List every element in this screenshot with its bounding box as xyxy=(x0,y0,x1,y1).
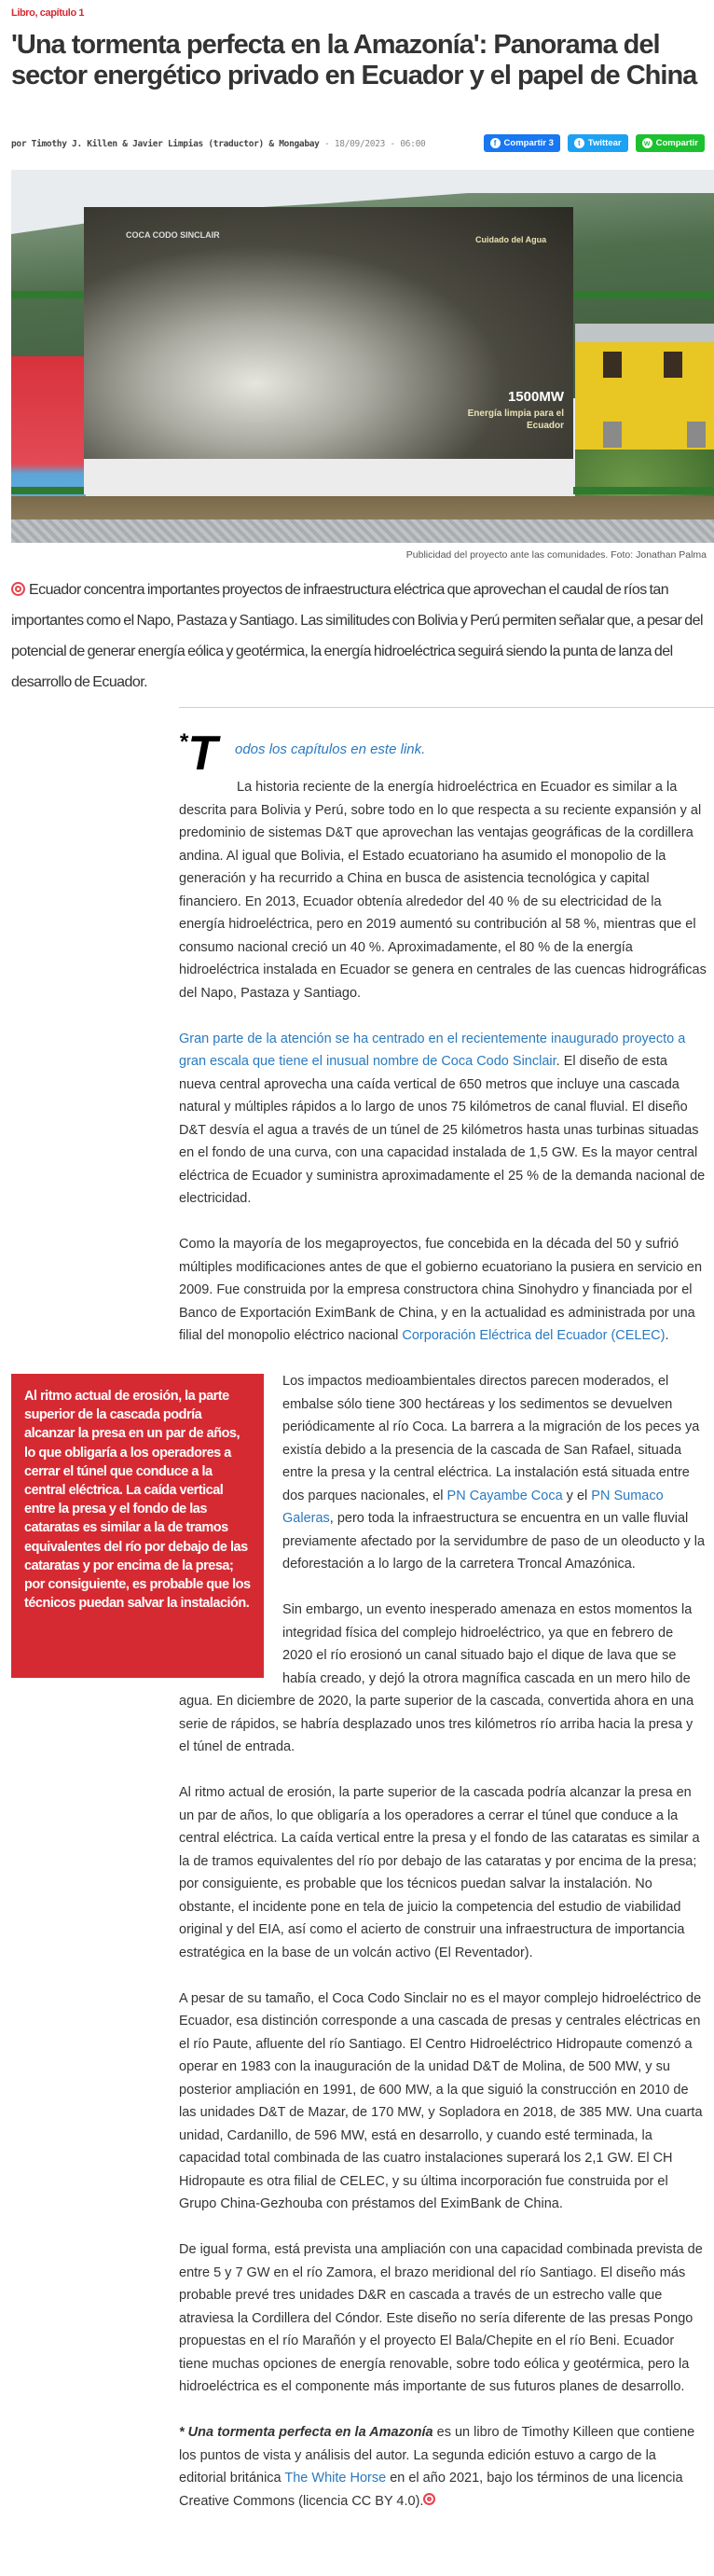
twitter-bird-icon: t xyxy=(574,138,584,148)
paragraph-text: Como la mayoría de los megaproyectos, fue concebida en la década del 50 y sufrió múltiples modificaciones antes de que el gobierno ecuatoriano la pusiera en servicio en 2009. Fue construida por la empresa constructora china Sinohydro y financiada por el Banco de Exportación EximBank de China, y en la actualidad es administrada por una filial del monopolio eléctrico nacional xyxy=(179,1237,703,1343)
paragraph: Sin embargo, un evento inesperado amenaza en estos momentos la integridad física del complejo hidroeléctrico, ya que en febrero de 2020 el río erosionó un canal situado bajo el dique de lava que se había creado, y dejó la otrora magnífica cascada en un mero hilo de agua. En diciembre de 2020, la parte superior de la cascada, convertida ahora en una serie de rápidos, se habría desplazado unos tres kilómetros río arriba hacia la presa y el túnel de entrada. xyxy=(179,1602,694,1754)
paragraph: A pesar de su tamaño, el Coca Codo Sinclair no es el mayor complejo hidroeléctrico de Ecuador, esa distinción corresponde a una cascada de presas y centrales eléctricas en el río Paute, afluente del río Santiago. El Centro Hidroeléctrico Hidropaute comenzó a operar en 1983 con la inauguración de la unidad D&T de Molina, de 500 MW, y su posterior ampliación en 1991, de 600 MW, a la que siguió la construcción en 2010 de las unidades D&T de Mazar, de 170 MW, y Sopladora en 2018, de 385 MW. Una cuarta unidad, Cardanillo, de 596 MW, está en desarrollo, y cuando esté terminada, la capacidad total combinada de las cuatro instalaciones superará los 2,1 GW. El CH Hidropaute es otra filial de CELEC, y su última incorporación fue construida por el Grupo China-Gezhouba con préstamos del EximBank de China. xyxy=(179,1990,703,2211)
photo-caption: Publicidad del proyecto ante las comunidades. Foto: Jonathan Palma xyxy=(405,549,707,561)
coca-codo-link[interactable]: Gran parte de la atención se ha centrado en el recientemente inaugurado proyecto a gran escala que tiene el inusual nombre de Coca Codo Sinclair xyxy=(179,1031,686,1069)
paragraph xyxy=(179,1233,707,1348)
drop-cap xyxy=(179,727,218,781)
sumaco-galeras-link[interactable]: PN Sumaco Galeras xyxy=(282,1488,664,1526)
twitter-share-label: Twittear xyxy=(587,138,622,148)
end-mark-icon xyxy=(423,2493,435,2505)
pull-quote: Al ritmo actual de erosión, la parte superior de la cascada podría alcanzar la presa en un par de años, lo que obligaría a los operadores a cerrar el túnel que conduce a la central eléctrica. La caída vertical entre la presa y el fondo de las cataratas es similar a la de tramos equivalentes del río por debajo de las cataratas y por encima de la presa; por consiguiente, es probable que los técnicos puedan salvar la instalación. xyxy=(11,1374,264,1678)
whatsapp-icon: w xyxy=(642,138,652,148)
facebook-share-label: Compartir 3 xyxy=(503,138,554,148)
mongabay-target-icon xyxy=(11,582,25,596)
drop-cap-letter: T xyxy=(187,727,218,781)
publish-datetime: 18/09/2023 - 06:00 xyxy=(334,139,426,149)
all-chapters-link[interactable]: odos los capítulos en este link. xyxy=(235,741,426,757)
book-title: * Una tormenta perfecta en la Amazonía xyxy=(179,2425,433,2440)
section-kicker[interactable]: Libro, capítulo 1 xyxy=(11,7,85,19)
article-lead xyxy=(11,575,706,698)
cayambe-coca-link[interactable]: PN Cayambe Coca xyxy=(446,1488,563,1503)
facebook-icon: f xyxy=(490,138,501,148)
page-title: 'Una tormenta perfecta en la Amazonía': Panorama del sector energético privado en Ecuador y el papel de China xyxy=(11,30,697,90)
byline-separator: - xyxy=(319,139,335,149)
paragraph-text: y el xyxy=(562,1488,592,1503)
photo-billboard xyxy=(84,207,573,496)
all-chapters-note xyxy=(179,727,707,781)
billboard-logo-strip xyxy=(84,459,573,494)
building-window xyxy=(687,422,706,448)
drop-cap-asterisk: * xyxy=(179,729,188,755)
hero-photo xyxy=(11,170,714,543)
paragraph-text: es un libro de Timothy Killeen que contiene los puntos de vista y análisis del autor. La segunda edición estuvo a cargo de la editorial británica xyxy=(179,2425,695,2486)
whatsapp-share-button[interactable] xyxy=(636,134,705,152)
paragraph: Al ritmo actual de erosión, la parte superior de la cascada podría alcanzar la presa en un par de años, lo que obligaría a los operadores a cerrar el túnel que conduce a la central eléctrica. La caída vertical entre la presa y el fondo de las cataratas es similar a la de tramos equivalentes del río por debajo de las cataratas y por encima de la presa; por consiguiente, es probable que los técnicos puedan salvar la instalación. No obstante, el incidente pone en tela de juicio la competencia del estudio de viabilidad original y del EIA, así como el acierto de construir una infraestructura de importancia estratégica en la base de un volcán activo (El Reventador). xyxy=(179,1785,700,1960)
building-window xyxy=(664,352,682,378)
billboard-tagline: Energía limpia para el Ecuador xyxy=(467,409,564,431)
photo-metal-plate xyxy=(11,519,714,543)
whatsapp-share-label: Compartir xyxy=(655,138,698,148)
celec-link[interactable]: Corporación Eléctrica del Ecuador (CELEC) xyxy=(402,1328,666,1343)
billboard-brand: COCA CODO SINCLAIR xyxy=(126,230,220,240)
white-horse-link[interactable]: The White Horse xyxy=(284,2471,387,2486)
paragraph-text: . El diseño de esta nueva central aprovecha una caída vertical de 650 metros que incluye una cascada natural y múltiples rápidos a lo largo de unos 75 kilómetros de canal fluvial. El diseño D&T desvía el agua a través de un túnel de 25 kilómetros hasta unas turbinas situadas en el fondo de una curva, con una capacidad instalada de 1,5 GW. Es la mayor central eléctrica de Ecuador y suministra aproximadamente el 25 % de la demanda nacional de electricidad. xyxy=(179,1054,706,1206)
billboard-heading: Cuidado del Agua xyxy=(475,235,547,244)
byline xyxy=(11,139,425,149)
paragraph xyxy=(179,1028,707,1211)
divider xyxy=(179,707,714,708)
paragraph-text: , pero toda la infraestructura se encuentra en un valle fluvial previamente afectado por la servidumbre de paso de un oleoducto y la deforestación a lo largo de la carretera Troncal Amazónica. xyxy=(282,1511,706,1572)
building-roof xyxy=(575,324,714,342)
paragraph-text: Los impactos medioambientales directos parecen moderados, el embalse sólo tiene 300 hectáreas y los sedimentos se devuelven periódicamente al río Coca. La barrera a la migración de los peces ya existía debido a la presencia de la cascada de San Rafael, situada entre la presa y la central eléctrica. La instalación está situada entre dos parques nacionales, el xyxy=(282,1374,700,1503)
paragraph: De igual forma, está prevista una ampliación con una capacidad combinada prevista de entre 5 y 7 GW en el río Zamora, el brazo meridional del río Santiago. El diseño más probable prevé tres unidades D&R en cascada a través de un estrecho valle que atraviesa la Cordillera del Cóndor. Este diseño no sería diferente de las presas Pongo propuestas en el río Marañón y el proyecto El Bala/Chepite en el río Beni. Ecuador tiene muchas opciones de energía renovable, sobre todo eólica y geotérmica, pero la hidroeléctrica es el componente más importante de sus futuros planes de desarrollo. xyxy=(179,2242,703,2394)
paragraph-text: . xyxy=(665,1328,669,1343)
building-window xyxy=(603,422,622,448)
byline-authors[interactable]: por Timothy J. Killen & Javier Limpias (traductor) & Mongabay xyxy=(11,139,320,149)
article-body xyxy=(24,727,707,2536)
billboard-power: 1500MW xyxy=(507,389,564,405)
facebook-share-button[interactable] xyxy=(484,134,560,152)
twitter-share-button[interactable] xyxy=(568,134,628,152)
share-buttons xyxy=(484,134,705,152)
paragraph-text: en el año 2021, bajo los términos de una licencia Creative Commons (licencia CC BY 4.0). xyxy=(179,2471,683,2509)
book-note xyxy=(179,2421,707,2513)
building-window xyxy=(603,352,622,378)
paragraph: La historia reciente de la energía hidroeléctrica en Ecuador es similar a la descrita para Bolivia y Perú, sobre todo en lo que respecta a su reciente expansión y al predominio de sistemas D&T que aprovechan las ventajas geográficas de la cordillera andina. Al igual que Bolivia, el Estado ecuatoriano ha asumido el monopolio de la generación y ha recurrido a China en busca de asistencia tecnológica y capital financiero. En 2013, Ecuador obtenía alrededor del 40 % de su electricidad de la energía hidroeléctrica, pero en 2019 aumentó su contribución al 58 %, mientras que el consumo nacional creció un 40 %. Aproximadamente, el 80 % de la energía hidroeléctrica instalada en Ecuador se genera en centrales de las cuencas hidrográficas del Napo, Pastaza y Santiago. xyxy=(179,780,707,1001)
lead-text: Ecuador concentra importantes proyectos de infraestructura eléctrica que aprovechan el caudal de ríos tan importantes como el Napo, Pastaza y Santiago. Las similitudes con Bolivia y Perú permiten señalar que, a pesar del potencial de generar energía eólica y geotérmica, la energía hidroeléctrica seguirá siendo la punta de lanza del desarrollo de Ecuador. xyxy=(11,582,703,690)
